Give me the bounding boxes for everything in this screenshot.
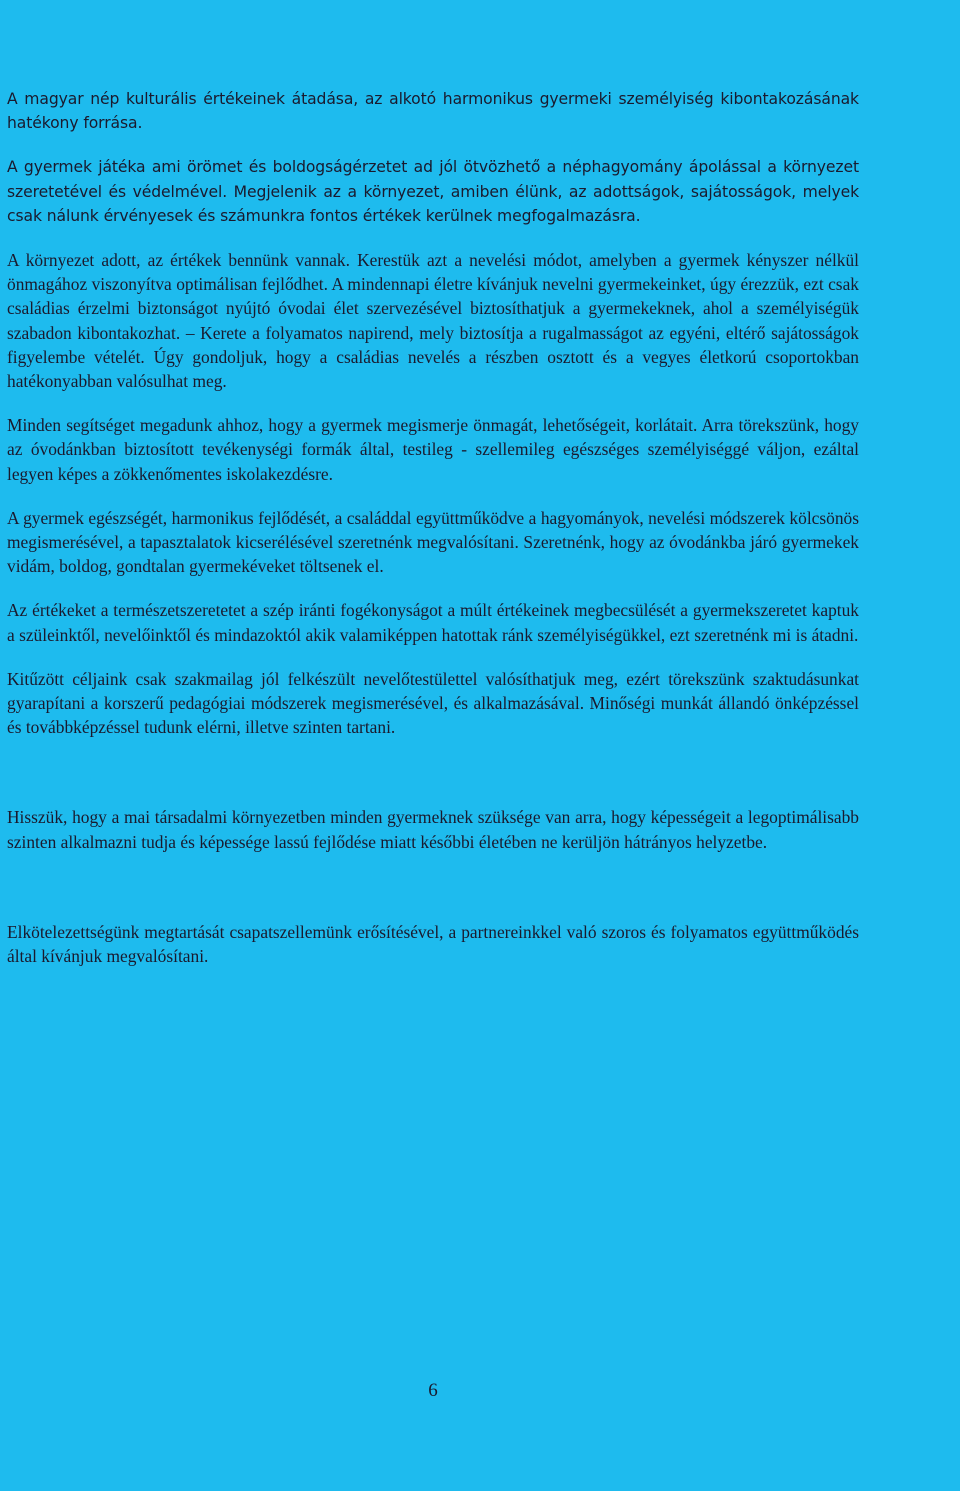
page-number: 6 bbox=[428, 1380, 438, 1401]
paragraph-environment: A környezet adott, az értékek bennünk vannak. Kerestük azt a nevelési módot, amelyben a gyermek kényszer nélkül önmagához viszonyítva optimálisan fejlődhet. A mindennapi életre kívánjuk nevelni gyermekeinket, úgy érezzük, ezt csak családias érzelmi biztonságot nyújtó óvodai élet szervezésével biztosíthatjuk a gyermekeknek, ahol a személyiségük szabadon kibontakozhat. – Kerete a folyamatos napirend, mely biztosítja a rugalmasságot az egyéni, eltérő sajátosságok figyelembe vételét. Úgy gondoljuk, hogy a családias nevelés a részben osztott és a vegyes életkorú csoportokban hatékonyabban valósulhat meg. bbox=[7, 250, 859, 392]
paragraph-health: A gyermek egészségét, harmonikus fejlődését, a családdal együttműködve a hagyományok, nevelési módszerek kölcsönös megismerésével, a tapasztalatok kicserélésével szeretnénk megvalósítani. Szeretnénk, hogy az óvodánkba járó gyermekek vidám, boldog, gondtalan gyermekéveket töltsenek el. bbox=[7, 507, 859, 577]
paragraph-cultural-values: A magyar nép kulturális értékeinek átadása, az alkotó harmonikus gyermeki személyiség kibontakozásának hatékony forrása. bbox=[7, 90, 859, 133]
document-body bbox=[7, 87, 859, 968]
paragraph-support: Minden segítséget megadunk ahhoz, hogy a gyermek megismerje önmagát, lehetőségeit, korlátait. Arra törekszünk, hogy az óvodánkban biztosított tevékenységi formák által, testileg - szellemileg egészséges személyiséggé váljon, ezáltal legyen képes a zökkenőmentes iskolakezdésre. bbox=[7, 415, 859, 484]
paragraph-commitment: Elkötelezettségünk megtartását csapatszellemünk erősítésével, a partnereinkkel való szoros és folyamatos együttműködés által kívánjuk megvalósítani. bbox=[7, 921, 859, 967]
paragraph-belief: Hisszük, hogy a mai társadalmi környezetben minden gyermeknek szüksége van arra, hogy képességeit a legoptimálisabb szinten alkalmazni tudja és képessége lassú fejlődése miatt későbbi életében ne kerüljön hátrányos helyzetbe. bbox=[7, 807, 859, 852]
paragraph-child-play: A gyermek játéka ami örömet és boldogságérzetet ad jól ötvözhető a néphagyomány ápolással a környezet szeretetével és védelmével. Megjelenik az a környezet, amiben élünk, az adottságok, sajátosságok, melyek csak nálunk érvényesek és számunkra fontos értékek kerülnek megfogalmazásra. bbox=[7, 158, 859, 225]
paragraph-values: Az értékeket a természetszeretetet a szép iránti fogékonyságot a múlt értékeinek megbecsülését a gyermekszeretet kaptuk a szüleinktől, nevelőinktől és mindazoktól akik valamiképpen hatottak ránk személyiségükkel, ezt szeretnénk mi is átadni. bbox=[7, 600, 859, 645]
paragraph-goals: Kitűzött céljaink csak szakmailag jól felkészült nevelőtestülettel valósíthatjuk meg, ezért törekszünk szaktudásunkat gyarapítani a korszerű pedagógiai módszerek megismerésével, és alkalmazásával. Minőségi munkát állandó önképzéssel és továbbképzéssel tudunk elérni, illetve szinten tartani. bbox=[7, 668, 859, 738]
